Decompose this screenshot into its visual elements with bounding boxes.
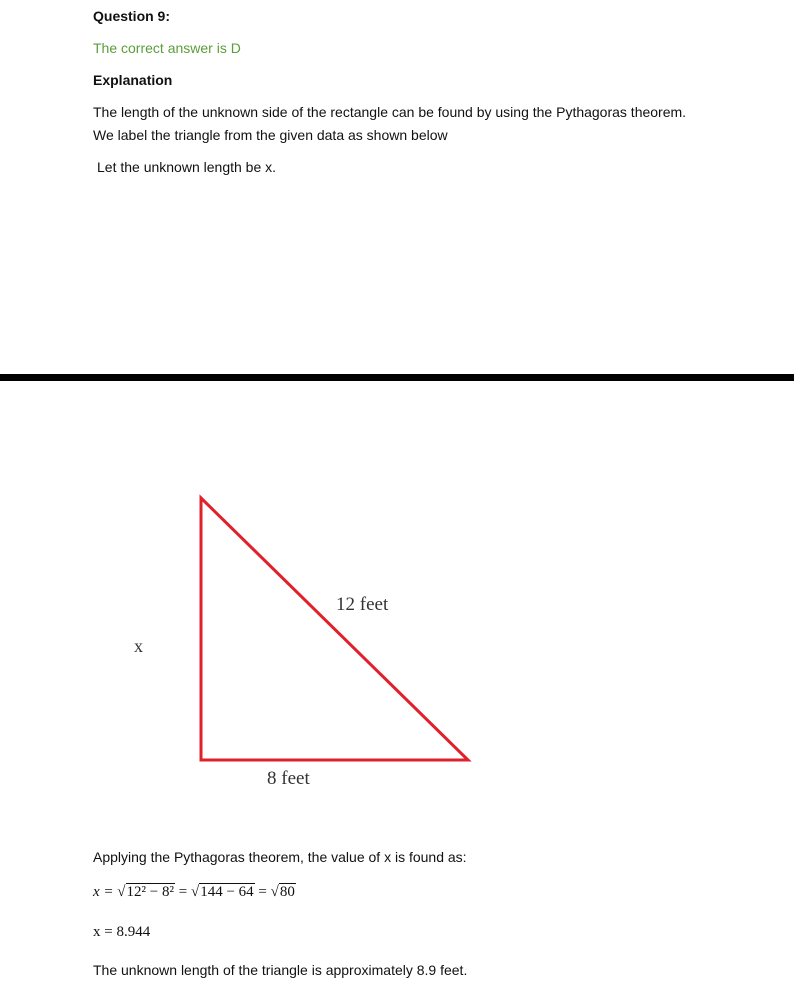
eq-sign: =: [178, 884, 188, 900]
explanation-heading: Explanation: [93, 72, 173, 88]
radicand-3: 80: [279, 884, 295, 900]
eq-sign: =: [258, 884, 267, 900]
base-label: 8 feet: [267, 768, 310, 789]
applying-text: Applying the Pythagoras theorem, the value of x is found as:: [93, 849, 467, 865]
explanation-line-3: Let the unknown length be x.: [97, 159, 277, 175]
explanation-line-2: We label the triangle from the given data as shown below: [93, 127, 448, 143]
triangle-shape: [201, 498, 468, 760]
equation-1: x = √12² − 8² = √144 − 64 = √80: [93, 884, 295, 900]
question-title: Question 9:: [93, 8, 171, 24]
eq-lhs: x =: [93, 884, 114, 900]
conclusion-text: The unknown length of the triangle is approximately 8.9 feet.: [93, 962, 468, 978]
explanation-line-1: The length of the unknown side of the rectangle can be found by using the Pythagoras theorem.: [93, 104, 687, 120]
hypotenuse-label: 12 feet: [336, 594, 389, 615]
radicand-2: 144 − 64: [200, 884, 254, 900]
correct-answer: The correct answer is D: [93, 40, 241, 56]
side-x-label: x: [134, 636, 143, 656]
radicand-1: 12² − 8²: [126, 884, 174, 900]
equation-2: x = 8.944: [93, 924, 151, 940]
